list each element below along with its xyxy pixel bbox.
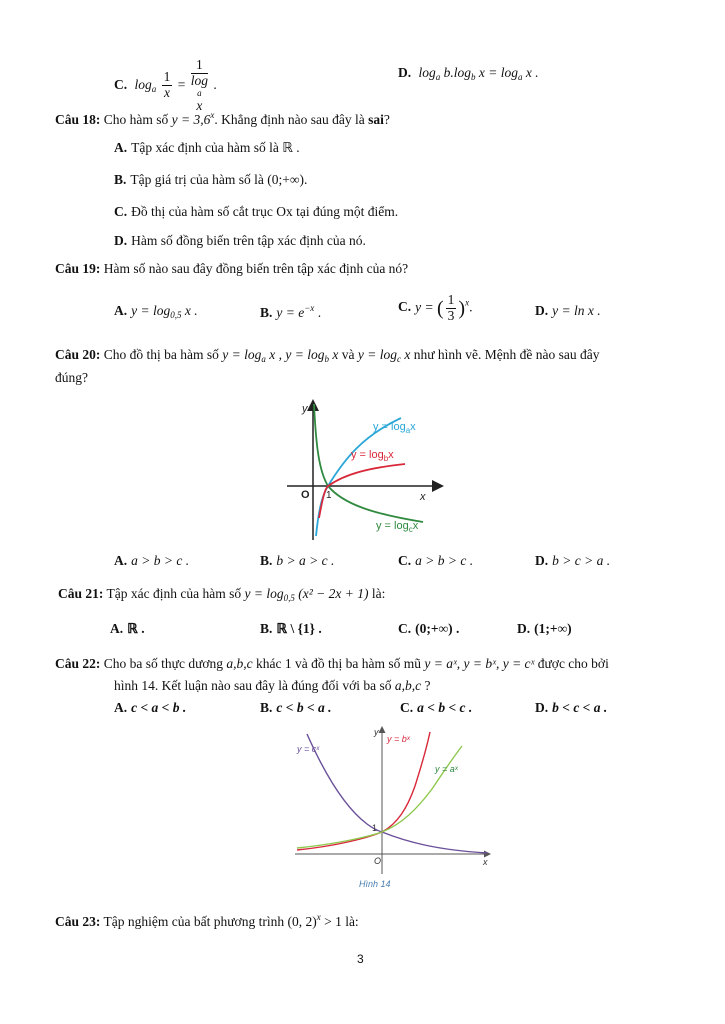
one-label: 1: [372, 823, 378, 833]
option-label: C.: [114, 76, 128, 92]
question-19: Câu 19: Hàm số nào sau đây đồng biến trên tập xác định của nó?: [55, 261, 409, 276]
label-log-c: $y = \log_cx$: [376, 520, 419, 534]
log-graph: [283, 396, 448, 544]
q22-option-c: C. a < b < c .: [400, 700, 473, 715]
q19-option-d: D. y = ln x .: [535, 303, 601, 318]
one-label: 1: [326, 490, 332, 501]
y-label: y: [374, 727, 379, 737]
exp-graph: [287, 724, 497, 894]
fraction: $\frac{1}{x}$: [163, 69, 171, 101]
fraction: $\frac{1}{3}$: [447, 292, 455, 323]
curve-log-c: [314, 404, 423, 522]
curve-log-a: [316, 418, 401, 536]
q20-option-c: C. a > b > c .: [398, 553, 474, 568]
label-log-a: $y = \log_ax$: [373, 421, 416, 435]
curve-c-x: [307, 734, 487, 853]
q22-option-a: A. c < a < b .: [114, 700, 187, 715]
origin-label: O: [374, 856, 382, 866]
q18-option-a: A. Tập xác định của hàm số là ℝ .: [114, 140, 300, 155]
q21-option-d: D. (1;+∞): [517, 621, 572, 636]
label-b-x: y = bˣ: [387, 734, 410, 744]
option-c-top: C. $\log_a$ $\frac{1}{x}$ = 1 log a x .: [114, 57, 217, 113]
label-a-x: y = aˣ: [435, 764, 458, 774]
question-22: Câu 22: Cho ba số thực dương a,b,c khác 1 và đồ thị ba hàm số mũ y = aˣ, y = bˣ, y = cˣ được cho bởi: [55, 656, 609, 671]
q20-option-b: B. b > a > c .: [260, 553, 335, 568]
origin-label: O: [301, 489, 310, 501]
q21-option-b: B. ℝ \ {1} .: [260, 621, 322, 636]
page-number: 3: [357, 952, 364, 966]
q20-option-d: D. b > c > a .: [535, 553, 611, 568]
option-d-top: D. $\log_a b.\log_b$ $x = \log_a x$ .: [398, 65, 539, 82]
question-18: Câu 18: Cho hàm số $y = 3,6^x$. Khẳng định nào sau đây là sai?: [55, 110, 390, 127]
q22-option-b: B. c < b < a .: [260, 700, 332, 715]
q18-option-d: D. Hàm số đồng biến trên tập xác định của nó.: [114, 233, 366, 248]
y-label: y: [302, 403, 308, 415]
q22-option-d: D. b < c < a .: [535, 700, 608, 715]
q18-option-c: C. Đồ thị của hàm số cắt trục Ox tại đúng một điểm.: [114, 204, 399, 219]
question-20-cont: đúng?: [55, 370, 88, 385]
question-20: Câu 20: Cho đồ thị ba hàm số $y = \log_a x$ , $y = \log_b x$ và $y = \log_c x$ như hình vẽ. Mệnh đề nào sau đây: [55, 347, 600, 364]
question-21: Câu 21: Tập xác định của hàm số $y = \log_{0,5} (x^2 - 2x + 1)$ là:: [58, 586, 386, 603]
label-log-b: $y = \log_bx$: [351, 449, 394, 463]
question-23: Câu 23: Tập nghiệm của bất phương trình (0, 2)$^x$ > 1 là:: [55, 912, 359, 929]
x-label: x: [483, 857, 488, 867]
q19-option-c: C. y = ( $\frac{1}{3}$ )$^x$.: [398, 292, 473, 323]
q19-option-b: B. $y = e^{-x}$ .: [260, 303, 322, 320]
label-c-x: y = cˣ: [297, 744, 320, 754]
figure-caption: Hình 14: [359, 879, 391, 889]
fraction: 1 log a x: [190, 57, 209, 113]
curve-a-x: [297, 746, 462, 848]
q21-option-a: A. ℝ .: [110, 621, 145, 636]
q18-option-b: B. Tập giá trị của hàm số là (0;+∞).: [114, 172, 308, 187]
x-label: x: [420, 491, 426, 503]
q19-option-a: A. $y = \log_{0,5} x$ .: [114, 303, 198, 320]
question-22-cont: hình 14. Kết luận nào sau đây là đúng đối với ba số a,b,c ?: [114, 678, 431, 693]
q21-option-c: C. (0;+∞) .: [398, 621, 460, 636]
q20-option-a: A. a > b > c .: [114, 553, 190, 568]
